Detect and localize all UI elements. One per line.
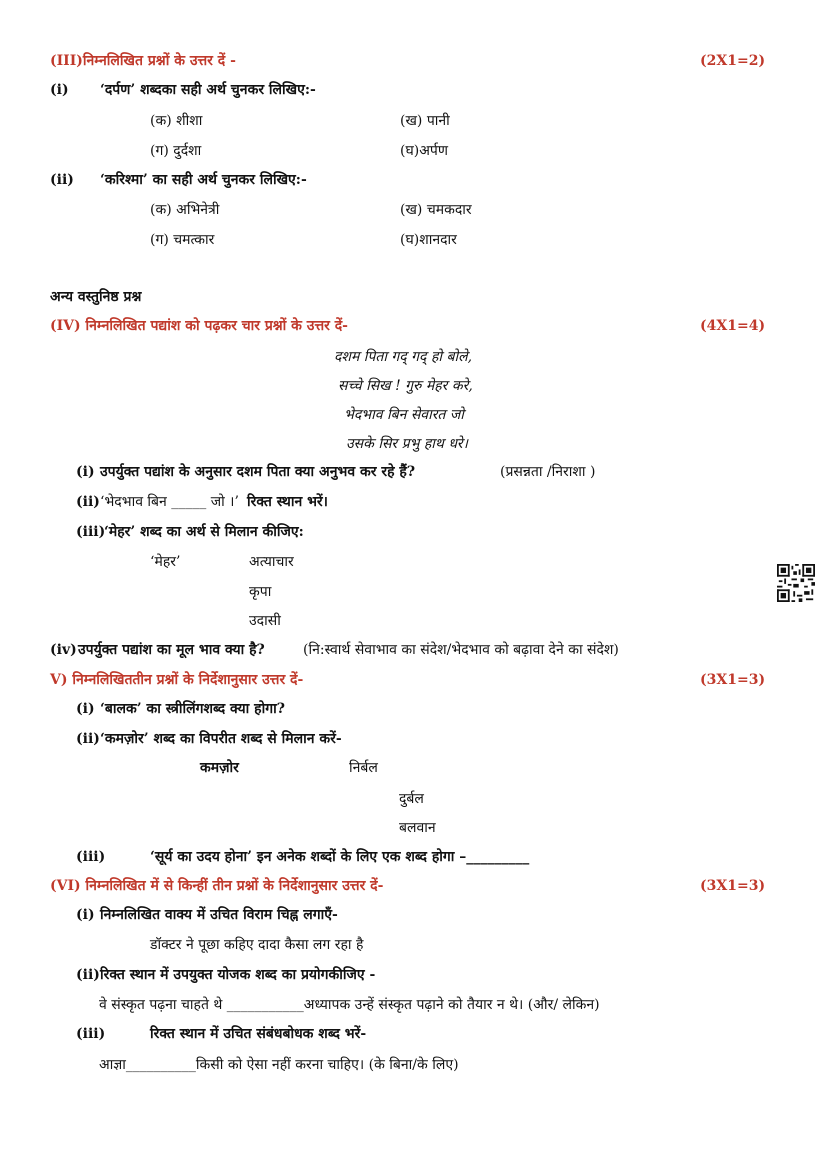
q6-3-text: रिक्त स्थान में उचित संबंधबोधक शब्द भरें- bbox=[150, 1026, 367, 1042]
q4-2-instruction: रिक्त स्थान भरें। bbox=[247, 494, 328, 510]
q3-2-option-kha: (ख) चमकदार bbox=[400, 202, 472, 218]
section6-marks: (3X1=3) bbox=[700, 878, 766, 894]
q6-2-sentence: वे संस्कृत पढ़ना चाहते थे ___________अध्यापक उन्हें संस्कृत पढ़ाने को तैयार न थे। (और/ लेकिन) bbox=[99, 997, 600, 1013]
q3-1-option-ga: (ग) दुर्दशा bbox=[150, 143, 202, 159]
q3-2-option-gha: (घ)शानदार bbox=[400, 232, 457, 248]
q4-4-options: (नि:स्वार्थ सेवाभाव का संदेश/भेदभाव को बढ़ावा देने का संदेश) bbox=[303, 642, 619, 658]
q5-2-word: कमज़ोर bbox=[200, 760, 239, 776]
section4-heading: (IV) निम्नलिखित पद्यांश को पढ़कर चार प्रश्नों के उत्तर दें- bbox=[50, 318, 348, 334]
q6-3-sentence: आज्ञा__________किसी को ऐसा नहीं करना चाहिए। (के बिना/के लिए) bbox=[99, 1057, 459, 1073]
poem-line-3: भेदभाव बिन सेवारत जो bbox=[344, 407, 464, 423]
other-objective-heading: अन्य वस्तुनिष्ठ प्रश्न bbox=[50, 289, 142, 305]
section5-marks: (3X1=3) bbox=[700, 672, 766, 688]
q5-2-text: ‘कमज़ोर’ शब्द का विपरीत शब्द से मिलान करें- bbox=[100, 731, 342, 747]
section5-heading: V) निम्नलिखिततीन प्रश्नों के निर्देशानुसार उत्तर दें- bbox=[50, 672, 304, 688]
q6-1-text: निम्नलिखित वाक्य में उचित विराम चिह्न लगाएँ- bbox=[100, 907, 338, 923]
poem-line-1: दशम पिता गद् गद् हो बोले, bbox=[334, 349, 473, 365]
q5-1-number: (i) bbox=[76, 701, 95, 717]
q4-2-number: (ii) bbox=[76, 494, 100, 510]
q6-3-number: (iii) bbox=[76, 1026, 106, 1042]
q6-1-sentence: डॉक्टर ने पूछा कहिए दादा कैसा लग रहा है bbox=[150, 937, 364, 953]
q5-2-option-3: बलवान bbox=[399, 820, 436, 836]
q3-2-text: ‘करिश्मा’ का सही अर्थ चुनकर लिखिए:- bbox=[100, 172, 307, 188]
q4-3-text: ‘मेहर’ शब्द का अर्थ से मिलान कीजिए: bbox=[104, 524, 304, 540]
q4-3-option-3: उदासी bbox=[249, 613, 281, 629]
q5-2-option-2: दुर्बल bbox=[399, 791, 424, 807]
q5-2-option-1: निर्बल bbox=[349, 760, 378, 776]
q3-1-text: ‘दर्पण’ शब्दका सही अर्थ चुनकर लिखिए:- bbox=[100, 82, 316, 98]
q3-1-option-kha: (ख) पानी bbox=[400, 113, 450, 129]
q3-2-number: (ii) bbox=[50, 172, 74, 188]
q3-1-option-gha: (घ)अर्पण bbox=[400, 143, 448, 159]
q4-3-word: ‘मेहर’ bbox=[150, 554, 181, 570]
q5-1-text: ‘बालक’ का स्त्रीलिंगशब्द क्या होगा? bbox=[100, 701, 285, 717]
q4-3-option-1: अत्याचार bbox=[249, 554, 294, 570]
q4-1-options: (प्रसन्नता /निराशा ) bbox=[500, 464, 596, 480]
section3-marks: (2X1=2) bbox=[700, 53, 766, 69]
q6-1-number: (i) bbox=[76, 907, 95, 923]
q4-1-text: उपर्युक्त पद्यांश के अनुसार दशम पिता क्या अनुभव कर रहे हैं? bbox=[100, 464, 416, 480]
poem-line-2: सच्चे सिख ! गुरु मेहर करे, bbox=[338, 378, 473, 394]
q6-2-text: रिक्त स्थान में उपयुक्त योजक शब्द का प्रयोगकीजिए - bbox=[100, 967, 376, 983]
q3-2-option-ka: (क) अभिनेत्री bbox=[150, 202, 220, 218]
q3-1-number: (i) bbox=[50, 82, 69, 98]
q4-4-text: उपर्युक्त पद्यांश का मूल भाव क्या है? bbox=[78, 642, 265, 658]
q4-1-number: (i) bbox=[76, 464, 95, 480]
section3-heading: (III)निम्नलिखित प्रश्नों के उत्तर दें - bbox=[50, 53, 236, 69]
q4-4-number: (iv) bbox=[50, 642, 77, 658]
qr-code-icon bbox=[777, 564, 815, 602]
q4-3-option-2: कृपा bbox=[249, 584, 272, 600]
q3-1-option-ka: (क) शीशा bbox=[150, 113, 203, 129]
q5-3-text: ‘सूर्य का उदय होना’ इन अनेक शब्दों के लिए एक शब्द होगा –_________ bbox=[150, 849, 530, 865]
q5-3-number: (iii) bbox=[76, 849, 106, 865]
q6-2-number: (ii) bbox=[76, 967, 100, 983]
q4-2-text: ‘भेदभाव बिन _____ जो ।’ bbox=[100, 494, 239, 510]
poem-line-4: उसके सिर प्रभु हाथ धरे। bbox=[346, 436, 468, 452]
section4-marks: (4X1=4) bbox=[700, 318, 766, 334]
q3-2-option-ga: (ग) चमत्कार bbox=[150, 232, 215, 248]
q4-3-number: (iii) bbox=[76, 524, 106, 540]
q5-2-number: (ii) bbox=[76, 731, 100, 747]
section6-heading: (VI) निम्नलिखित में से किन्हीं तीन प्रश्नों के निर्देशानुसार उत्तर दें- bbox=[50, 878, 384, 894]
